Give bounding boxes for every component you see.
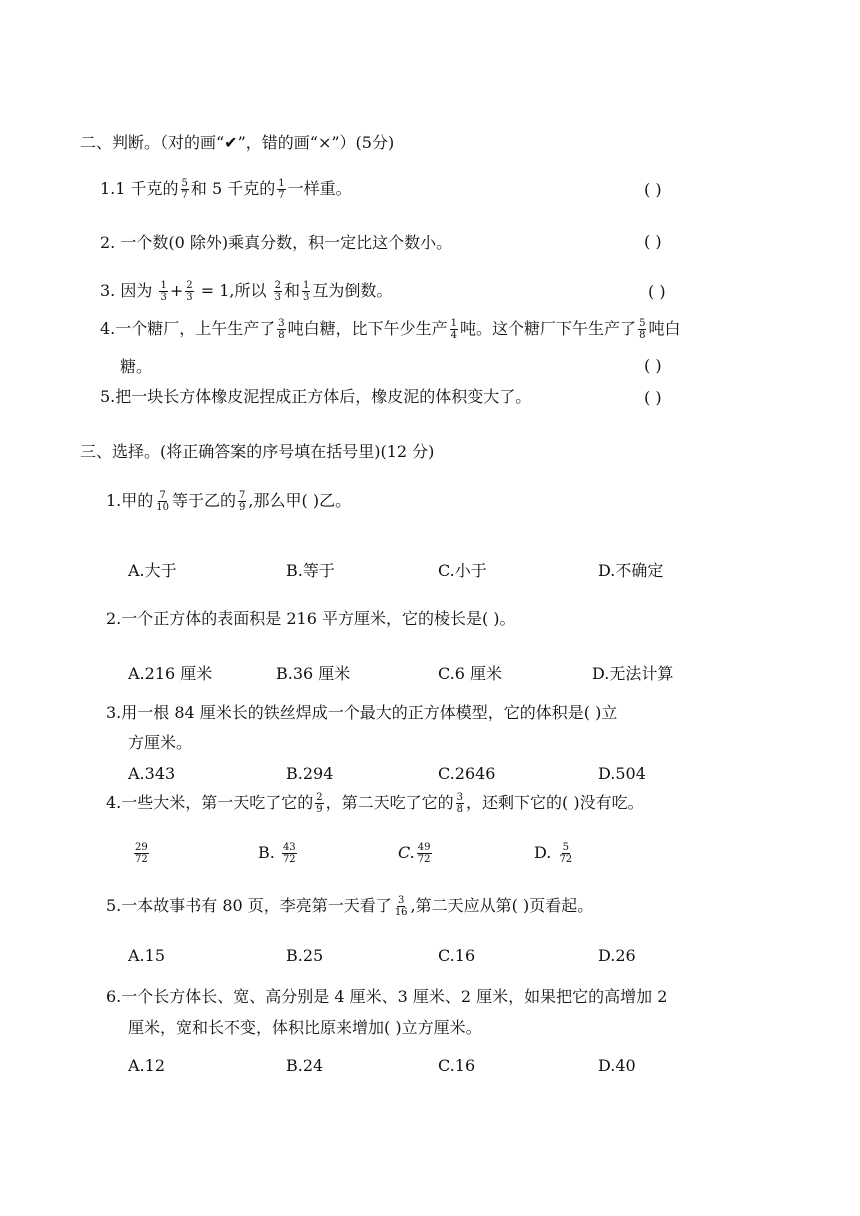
option-d[interactable] — [534, 842, 575, 865]
choice-q1 — [106, 490, 351, 513]
section-3-heading: 三、选择。(将正确答案的序号填在括号里)(12 分) — [80, 442, 435, 461]
q1-text-b: 和 5 千克的 — [190, 179, 276, 198]
c-q1-b: 等于乙的 — [172, 491, 237, 510]
judge-q4-cont: 糖。 — [120, 357, 153, 376]
c-q1-c: ,那么甲( )乙。 — [248, 491, 352, 510]
fraction: $\frac{7}{10}$ — [156, 490, 170, 513]
fraction: $\frac{5}{8}$ — [639, 318, 646, 341]
c-q4-a: 4.一些大米，第一天吃了它的 — [106, 793, 314, 812]
option-d[interactable]: D.26 — [598, 946, 636, 965]
c-q4-c: ，还剩下它的( )没有吃。 — [466, 793, 644, 812]
option-d[interactable]: D.504 — [598, 764, 646, 783]
answer-blank[interactable]: ( ) — [644, 388, 662, 407]
choice-q3-cont: 方厘米。 — [128, 733, 193, 752]
judge-q3 — [100, 280, 392, 303]
q4-text-c: 吨。这个糖厂下午生产了 — [460, 319, 637, 338]
fraction: $\frac{49}{72}$ — [417, 842, 431, 865]
option-b[interactable]: B.36 厘米 — [276, 664, 351, 683]
option-c[interactable]: C.6 厘米 — [438, 664, 503, 683]
fraction: $\frac{2}{9}$ — [316, 792, 323, 815]
option-a[interactable]: A.15 — [128, 946, 165, 965]
section-2-heading: 二、判断。（对的画“✔”，错的画“×”）(5分) — [80, 133, 395, 152]
option-c[interactable]: C.小于 — [438, 561, 487, 580]
answer-blank[interactable]: ( ) — [648, 282, 666, 301]
fraction: $\frac{2}{3}$ — [274, 280, 281, 303]
q3-text-b: 和 — [283, 281, 300, 300]
q4-text-d: 吨白 — [648, 319, 681, 338]
option-label: D. — [534, 843, 552, 862]
fraction: $\frac{1}{3}$ — [160, 280, 167, 303]
option-c[interactable]: C.2646 — [438, 764, 496, 783]
choice-q5 — [106, 895, 593, 918]
fraction: $\frac{1}{7}$ — [278, 178, 285, 201]
fraction: $\frac{5}{7}$ — [181, 178, 188, 201]
fraction: $\frac{29}{72}$ — [135, 842, 148, 865]
fraction: $\frac{7}{9}$ — [239, 490, 246, 513]
judge-q4 — [100, 318, 680, 341]
option-b[interactable]: B.25 — [286, 946, 324, 965]
choice-q4 — [106, 792, 644, 815]
fraction: $\frac{3}{16}$ — [394, 895, 408, 918]
option-a[interactable]: A.12 — [128, 1056, 165, 1075]
option-b[interactable]: B.24 — [286, 1056, 324, 1075]
choice-q2: 2.一个正方体的表面积是 216 平方厘米，它的棱长是( )。 — [106, 609, 516, 628]
q1-text-a: 1.1 千克的 — [100, 179, 179, 198]
fraction: $\frac{43}{72}$ — [282, 842, 296, 865]
plus-sign: + — [169, 281, 184, 300]
option-b[interactable]: B.等于 — [286, 561, 335, 580]
c-q4-b: ，第二天吃了它的 — [325, 793, 454, 812]
choice-q6: 6.一个长方体长、宽、高分别是 4 厘米、3 厘米、2 厘米，如果把它的高增加 2 — [106, 987, 668, 1006]
judge-q5: 5.把一块长方体橡皮泥捏成正方体后，橡皮泥的体积变大了。 — [100, 387, 532, 406]
option-label: B. — [258, 843, 275, 862]
option-c[interactable]: C.16 — [438, 946, 476, 965]
option-a[interactable]: A.216 厘米 — [128, 664, 213, 683]
option-a[interactable] — [132, 842, 151, 865]
answer-blank[interactable]: ( ) — [644, 356, 662, 375]
answer-blank[interactable]: ( ) — [644, 180, 662, 199]
fraction: $\frac{2}{3}$ — [186, 280, 193, 303]
option-a[interactable]: A.大于 — [128, 561, 177, 580]
option-label: C. — [398, 843, 415, 862]
option-b[interactable]: B.294 — [286, 764, 334, 783]
c-q1-a: 1.甲的 — [106, 491, 154, 510]
fraction: $\frac{1}{4}$ — [450, 318, 458, 341]
q4-text-b: 吨白糖，比下午少生产 — [287, 319, 448, 338]
choice-q3: 3.用一根 84 厘米长的铁丝焊成一个最大的正方体模型，它的体积是( )立 — [106, 703, 618, 722]
q3-text-c: 互为倒数。 — [312, 281, 393, 300]
q3-text-a: 3. 因为 — [100, 281, 153, 300]
answer-blank[interactable]: ( ) — [644, 232, 662, 251]
option-a[interactable]: A.343 — [128, 764, 176, 783]
equation-text: = 1,所以 — [200, 281, 267, 300]
q4-text-a: 4.一个糖厂，上午生产了 — [100, 319, 276, 338]
fraction: $\frac{5}{72}$ — [559, 842, 573, 865]
fraction: $\frac{3}{8}$ — [278, 318, 285, 341]
c-q5-b: ,第二天应从第( )页看起。 — [410, 896, 594, 915]
fraction: $\frac{1}{3}$ — [302, 280, 310, 303]
option-c[interactable] — [398, 842, 434, 865]
option-d[interactable]: D.40 — [598, 1056, 636, 1075]
c-q5-a: 5.一本故事书有 80 页，李亮第一天看了 — [106, 896, 392, 915]
judge-q1 — [100, 178, 352, 201]
q1-text-c: 一样重。 — [287, 179, 352, 198]
fraction: $\frac{3}{8}$ — [456, 792, 464, 815]
option-d[interactable]: D.无法计算 — [592, 664, 674, 683]
judge-q2: 2. 一个数(0 除外)乘真分数，积一定比这个数小。 — [100, 233, 453, 252]
choice-q6-cont: 厘米，宽和长不变，体积比原来增加( )立方厘米。 — [128, 1018, 482, 1037]
option-d[interactable]: D.不确定 — [598, 561, 664, 580]
option-c[interactable]: C.16 — [438, 1056, 476, 1075]
option-b[interactable] — [258, 842, 299, 865]
